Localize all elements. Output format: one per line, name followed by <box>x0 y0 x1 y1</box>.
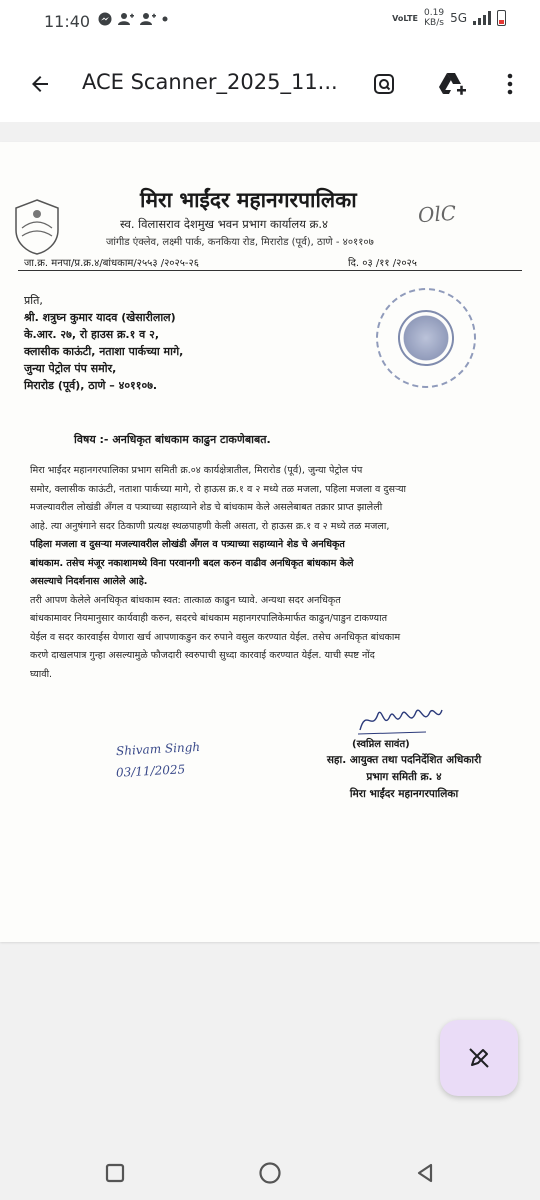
status-bar <box>0 0 540 44</box>
home-icon <box>258 1161 282 1185</box>
net-speed <box>424 8 444 28</box>
signatory-designation <box>298 752 510 803</box>
back-triangle-icon <box>415 1162 435 1184</box>
back-arrow-icon <box>28 72 52 96</box>
body-line: तरी आपण केलेले अनधिकृत बांधकाम स्वत: तात्काळ काढुन घ्यावे. अन्यथा सदर अनधिकृत <box>30 594 341 606</box>
corporation-emblem-icon <box>12 198 62 256</box>
body-line: बांधकामावर नियमानुसार कार्यवाही करुन, सदरचे बांधकाम महानगरपालिकेमार्फत काढुन/पाडुन टाकण्यात <box>30 613 388 624</box>
official-seal <box>370 282 483 395</box>
address-line: मिरारोड (पूर्व), ठाणे – ४०११०७. <box>24 379 158 392</box>
body-line: समोर, क्लासीक काऊंटी, नताशा पार्कच्या मागे, रो हाऊस क्र.१ व २ मध्ये तळ मजला, पहिला मजला व दुसऱ्या <box>30 483 407 495</box>
signal-icon <box>473 11 491 25</box>
body-line: आहे. त्या अनुषंगाने सदर ठिकाणी प्रत्यक्ष स्थळपाहणी केली असता, रो हाऊस क्र.१ व २ मध्ये तळ मजला, <box>30 520 390 532</box>
handwritten-mark: OlC <box>417 200 457 228</box>
body-line: मिरा भाईंदर महानगरपालिका प्रभाग समिती क्र.०४ कार्यक्षेत्रातील, मिरारोड (पूर्व), जुन्या पेट्रोल पंप <box>30 465 363 476</box>
body-line: पहिला मजला व दुसऱ्या मजल्यावरील लोखंडी अँगल व पत्र्याच्या सहाय्याने शेड चे अनधिकृत <box>30 539 345 550</box>
messenger-icon <box>98 12 112 26</box>
dot-icon <box>162 12 168 26</box>
more-options-button[interactable] <box>490 64 530 104</box>
body-line: बांधकाम. तसेच मंजूर नकाशामध्ये विना परवानगी बदल करुन वाढीव अनधिकृत बांधकाम केले <box>30 557 354 569</box>
receiver-signature: Shivam Singh <box>115 739 201 759</box>
seal-emblem <box>394 306 457 369</box>
net-speed-unit: KB/s <box>424 18 444 28</box>
user-add-icon <box>118 12 134 26</box>
designation-line: मिरा भाईंदर महानगरपालिका <box>349 788 459 800</box>
document-viewer[interactable] <box>0 122 540 1142</box>
body-line: घ्यावी. <box>30 668 53 680</box>
letter-body <box>30 462 520 684</box>
address-line: श्री. शत्रुघ्न कुमार यादव (खेसारीलाल) <box>24 311 176 324</box>
receiver-date: 03/11/2025 <box>115 762 186 780</box>
recents-icon <box>105 1163 125 1183</box>
google-lens-icon <box>372 72 396 96</box>
designation-line: प्रभाग समिती क्र. ४ <box>366 771 442 783</box>
org-title: मिरा भाईंदर महानगरपालिका <box>140 187 357 212</box>
net-speed-value: 0.19 <box>424 8 445 18</box>
body-line: करणे दाखलपात्र गुन्हा असल्यामुळे फौजदारी स्वरुपाची सुध्दा कारवाई करण्यात येईल. याची स्पष्ट नोंद <box>30 650 375 661</box>
document-title: ACE Scanner_2025_11... <box>82 70 338 94</box>
battery-icon <box>497 10 506 26</box>
body-line: येईल व सदर कारवाईस येणारा खर्च आपणाकडुन कर रुपाने वसुल करण्यात येईल. तसेच अनधिकृत बांधकाम <box>30 631 401 643</box>
org-office: स्व. विलासराव देशमुख भवन प्रभाग कार्यालय क्र.४ <box>120 217 328 231</box>
back-button[interactable] <box>20 64 60 104</box>
reference-number: जा.क्र. मनपा/प्र.क्र.४/बांधकाम/२५५३ /२०२५-२६ <box>24 258 199 269</box>
back-nav-button[interactable] <box>410 1158 440 1188</box>
system-nav-bar <box>0 1142 540 1200</box>
reference-date: दि. ०३ /११ /२०२५ <box>348 258 417 269</box>
signatory-name: (स्वप्निल सावंत) <box>352 739 410 750</box>
status-right <box>392 8 506 28</box>
body-line: असल्याचे निदर्शनास आलेले आहे. <box>30 576 148 587</box>
recipient-address <box>24 292 183 394</box>
user-add-icon <box>140 12 156 26</box>
add-to-drive-button[interactable] <box>432 64 472 104</box>
officer-signature <box>356 702 446 738</box>
address-line: के.आर. २७, रो हाउस क्र.१ व २, <box>24 328 160 341</box>
google-drive-add-icon <box>438 71 466 97</box>
address-line: प्रति, <box>24 294 43 307</box>
designation-line: सहा. आयुक्त तथा पदनिर्देशित अधिकारी <box>326 754 482 766</box>
body-line: मजल्यावरील लोखंडी अँगल व पत्र्याच्या सहाय्याने शेड चे बांधकाम केले असलेबाबत तक्रार प्राप्त झालेली <box>30 502 383 513</box>
scanned-page <box>0 142 540 942</box>
address-line: जुन्या पेट्रोल पंप समोर, <box>24 362 117 375</box>
recents-button[interactable] <box>100 1158 130 1188</box>
home-button[interactable] <box>255 1158 285 1188</box>
volte-indicator: VoLTE <box>392 13 419 23</box>
address-line: क्लासीक काऊंटी, नताशा पार्कच्या मागे, <box>24 345 184 358</box>
notification-icons <box>98 12 168 26</box>
more-vert-icon <box>507 73 513 95</box>
reference-line <box>18 255 522 271</box>
google-lens-button[interactable] <box>364 64 404 104</box>
network-type: 5G <box>450 11 467 25</box>
subject-line: विषय :- अनधिकृत बांधकाम काढुन टाकणेबाबत. <box>74 433 271 446</box>
edit-off-icon <box>466 1045 492 1071</box>
status-time: 11:40 <box>44 12 91 31</box>
edit-button[interactable] <box>440 1020 518 1096</box>
app-bar <box>0 44 540 122</box>
org-address: जांगीड एंक्लेव, लक्ष्मी पार्क, कनकिया रोड, मिरारोड (पूर्व), ठाणे - ४०११०७ <box>106 237 374 248</box>
